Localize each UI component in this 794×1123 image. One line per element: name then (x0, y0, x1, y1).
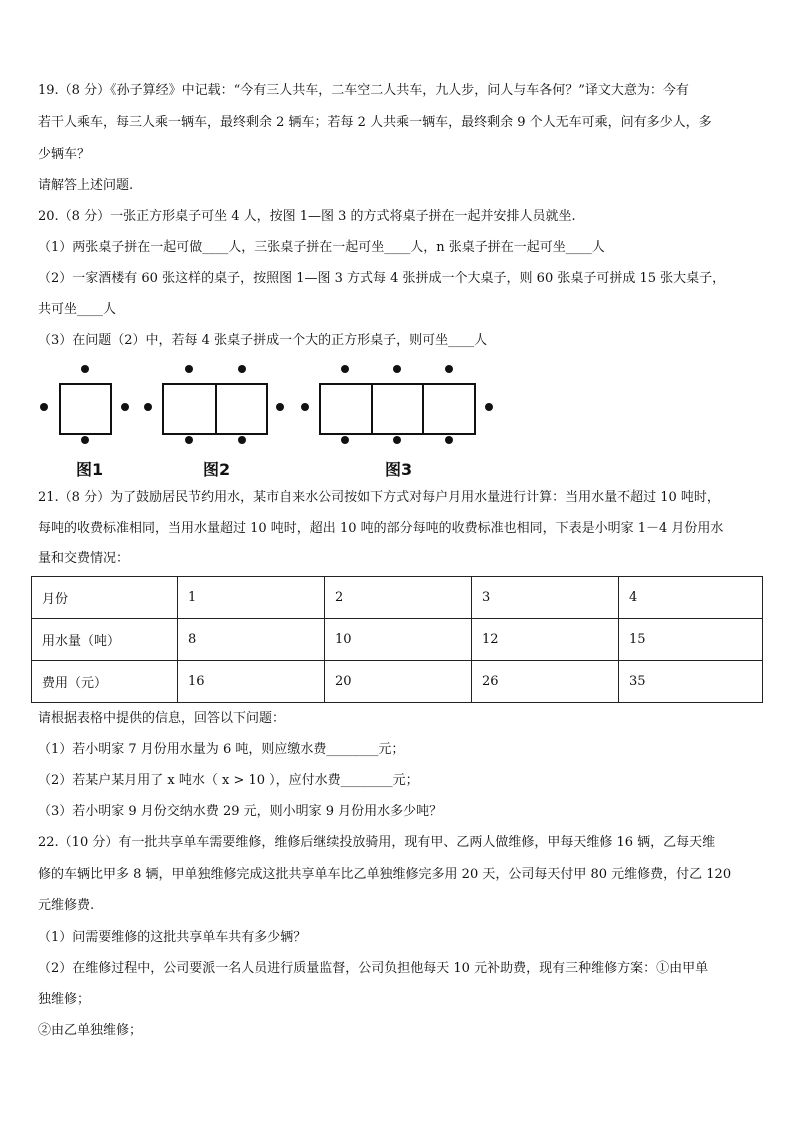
q19-line-3: 少辆车？ (38, 147, 91, 162)
table-cell: 8 (178, 619, 325, 661)
table-row (32, 619, 763, 661)
seat-dot (393, 436, 401, 444)
fig3-table-1 (320, 384, 372, 434)
figure-caption-1: 图1 (76, 460, 104, 479)
table-cell: 12 (472, 619, 619, 661)
q19-line-4: 请解答上述问题. (38, 178, 134, 193)
fig3-table-2 (372, 384, 423, 434)
seat-dot (144, 403, 152, 411)
q21-line-2: 每吨的收费标准相同，当用水量超过 10 吨时，超出 10 吨的部分每吨的收费标准也相同，下表是小明家 1－4 月份用水 (38, 521, 724, 536)
q20-line-1: 20.（8 分）一张正方形桌子可坐 4 人，按图 1—图 3 的方式将桌子拼在一起并安排人员就坐. (38, 209, 576, 224)
q19-line-2: 若干人乘车，每三人乘一辆车，最终剩余 2 辆车；若每 2 人共乘一辆车，最终剩余 9 个人无车可乘，问有多少人，多 (38, 115, 712, 130)
seat-dot (40, 403, 48, 411)
seat-dot (485, 403, 493, 411)
q20-line-2: （1）两张桌子拼在一起可做____人，三张桌子拼在一起可坐____人，n 张桌子拼在一起可坐____人 (38, 240, 605, 255)
seat-dot (341, 436, 349, 444)
table-row (32, 661, 763, 703)
table-row (32, 577, 763, 619)
seat-dot (121, 403, 129, 411)
table-cell: 1 (178, 577, 325, 619)
table-cell: 20 (325, 661, 472, 703)
q21-line-1: 21.（8 分）为了鼓励居民节约用水，某市自来水公司按如下方式对每户月用水量进行计算：当用水量不超过 10 吨时， (38, 490, 720, 505)
fig1-table (60, 384, 111, 434)
seat-dot (81, 436, 89, 444)
seat-dot (445, 365, 453, 373)
q22-line-5: （2）在维修过程中，公司要派一名人员进行质量监督，公司负担他每天 10 元补助费，现有三种维修方案：①由甲单 (38, 961, 709, 976)
q20-line-5: （3）在问题（2）中，若每 4 张桌子拼成一个大的正方形桌子，则可坐____人 (38, 333, 488, 348)
table-cell: 16 (178, 661, 325, 703)
seat-dot (393, 365, 401, 373)
water-usage-table (31, 576, 763, 703)
q20-line-3: （2）一家酒楼有 60 张这样的桌子，按照图 1—图 3 方式每 4 张拼成一个大桌子，则 60 张桌子可拼成 15 张大桌子， (38, 271, 726, 286)
table-arrangement-figure (0, 360, 794, 450)
seat-dot (276, 403, 284, 411)
q19-line-1: 19.（8 分）《孙子算经》中记载：“今有三人共车，二车空二人共车，九人步，问人与车各何？”译文大意为：今有 (38, 83, 689, 98)
figure-caption-2: 图2 (203, 460, 231, 479)
q22-line-2: 修的车辆比甲多 8 辆，甲单独维修完成这批共享单车比乙单独维修完多用 20 天，公司每天付甲 80 元维修费，付乙 120 (38, 867, 732, 882)
fig3-table-3 (423, 384, 475, 434)
fig2-table-2 (216, 384, 267, 434)
q21-line-5: （1）若小明家 7 月份用水量为 6 吨，则应缴水费________元； (38, 742, 405, 757)
q21-line-4: 请根据表格中提供的信息，回答以下问题： (38, 711, 286, 726)
q22-line-3: 元维修费. (38, 898, 95, 913)
table-cell: 月份 (32, 577, 178, 619)
q21-line-3: 量和交费情况： (38, 551, 130, 566)
table-cell: 26 (472, 661, 619, 703)
q22-line-6: 独维修； (38, 992, 91, 1007)
table-cell: 10 (325, 619, 472, 661)
figure-caption-3: 图3 (385, 460, 413, 479)
table-cell: 费用（元） (32, 661, 178, 703)
seat-dot (445, 436, 453, 444)
table-cell: 3 (472, 577, 619, 619)
seat-dot (341, 365, 349, 373)
seat-dot (185, 365, 193, 373)
table-cell: 4 (619, 577, 763, 619)
q20-line-4: 共可坐____人 (38, 302, 117, 317)
table-cell: 用水量（吨） (32, 619, 178, 661)
seat-dot (185, 436, 193, 444)
seat-dot (238, 436, 246, 444)
seat-dot (238, 365, 246, 373)
table-cell: 2 (325, 577, 472, 619)
table-cell: 15 (619, 619, 763, 661)
seat-dot (301, 403, 309, 411)
q21-line-7: （3）若小明家 9 月份交纳水费 29 元，则小明家 9 月份用水多少吨？ (38, 804, 443, 819)
fig2-table-1 (163, 384, 216, 434)
table-cell: 35 (619, 661, 763, 703)
q21-line-6: （2）若某户某月用了 x 吨水（ x > 10 ），应付水费________元； (38, 773, 419, 788)
seat-dot (81, 365, 89, 373)
q22-line-7: ②由乙单独维修； (38, 1023, 143, 1038)
q22-line-4: （1）问需要维修的这批共享单车共有多少辆？ (38, 930, 307, 945)
q22-line-1: 22.（10 分）有一批共享单车需要维修，维修后继续投放骑用，现有甲、乙两人做维修，甲每天维修 16 辆，乙每天维 (38, 835, 716, 850)
